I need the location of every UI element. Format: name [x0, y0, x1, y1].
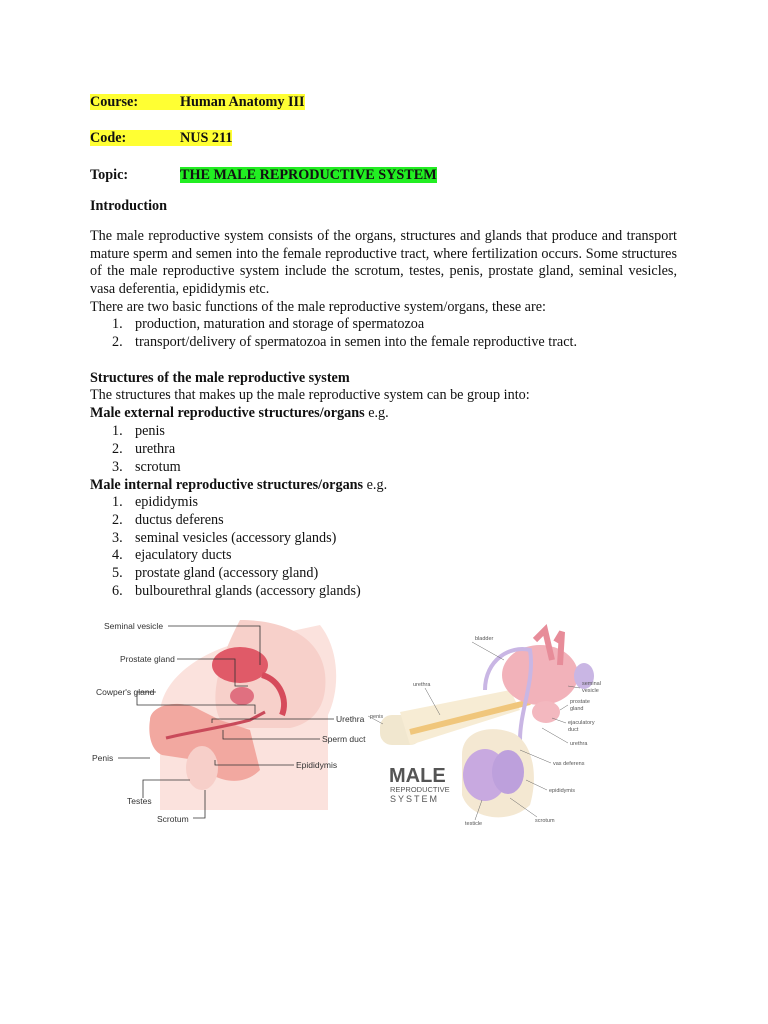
- label-ejaculatory-1: ejaculatory: [568, 720, 595, 726]
- list-item: 1. penis: [112, 423, 165, 439]
- label-ejaculatory-2: duct: [568, 727, 579, 733]
- label-scrotum: Scrotum: [157, 814, 189, 824]
- label-seminal-vesicle: Seminal vesicle: [104, 621, 164, 631]
- label-seminal-1: seminal: [582, 681, 601, 687]
- male-reproductive-illustration: [368, 630, 601, 825]
- structures-lead: The structures that makes up the male reproductive system can be group into:: [90, 387, 530, 403]
- code-value: NUS 211: [180, 130, 233, 146]
- anatomy-figures: [90, 620, 602, 825]
- intro-heading: Introduction: [90, 198, 167, 214]
- topic-row: [90, 167, 437, 184]
- label-epididymis: Epididymis: [296, 760, 338, 770]
- topic-value: THE MALE REPRODUCTIVE SYSTEM: [180, 167, 437, 183]
- internal-list: [90, 494, 361, 601]
- external-heading: Male external reproductive structures/organs: [90, 405, 365, 421]
- course-row: [90, 94, 305, 111]
- label-epididymis-right: epididymis: [549, 788, 575, 794]
- list-item: 4. ejaculatory ducts: [112, 547, 232, 564]
- list-item: 2. urethra: [112, 440, 176, 457]
- list-item: 1. production, maturation and storage of spermatozoa: [112, 316, 425, 332]
- title-system: SYSTEM: [390, 794, 440, 804]
- list-item: 3. seminal vesicles (accessory glands): [112, 529, 337, 546]
- label-penis: Penis: [92, 753, 114, 763]
- title-reproductive: REPRODUCTIVE: [390, 785, 450, 794]
- title-male: MALE: [389, 765, 446, 787]
- label-sperm-duct: Sperm duct: [322, 734, 366, 744]
- course-label: Course:: [90, 94, 139, 110]
- intro-paragraph: The male reproductive system consists of the organs, structures and glands that produce and transport mature sperm and semen into the female reproductive tract, where fertilization occurs. Some structures of the male reproductive system include the scrotum, testes, penis, prostate gland, seminal vesicles, vasa deferentia, epididymis etc.: [90, 228, 677, 297]
- course-value: Human Anatomy III: [180, 94, 305, 110]
- structures-heading: Structures of the male reproductive system: [90, 370, 350, 386]
- label-scrotum-right: scrotum: [535, 818, 555, 824]
- list-item: 6. bulbourethral glands (accessory glands): [112, 582, 361, 599]
- label-urethra: Urethra: [336, 714, 365, 724]
- label-vas-deferens: vas deferens: [553, 761, 585, 767]
- functions-lead: There are two basic functions of the male reproductive system/organs, these are:: [90, 299, 546, 315]
- label-bladder: bladder: [475, 636, 494, 642]
- label-penis-right: penis: [370, 714, 384, 720]
- list-item: 2. ductus deferens: [112, 511, 224, 528]
- list-item: 5. prostate gland (accessory gland): [112, 565, 319, 582]
- label-cowpers-gland: Cowper's gland: [96, 687, 155, 697]
- label-seminal-2: vesicle: [582, 688, 599, 694]
- label-prostate-1: prostate: [570, 699, 590, 705]
- code-row: [90, 130, 232, 147]
- label-prostate-gland: Prostate gland: [120, 654, 175, 664]
- topic-label: Topic:: [90, 167, 129, 183]
- code-label: Code:: [90, 130, 127, 146]
- list-item: 2. transport/delivery of spermatozoa in semen into the female reproductive tract.: [112, 333, 578, 350]
- external-heading-row: Male external reproductive structures/organs e.g.: [90, 405, 389, 421]
- list-item: 1. epididymis: [112, 494, 199, 510]
- anatomy-illustration: [90, 620, 602, 825]
- sagittal-diagram: [92, 620, 366, 824]
- functions-list: [90, 316, 577, 352]
- label-testes: Testes: [127, 796, 152, 806]
- label-urethra-right: urethra: [570, 741, 588, 747]
- list-item: 3. scrotum: [112, 458, 181, 475]
- internal-heading: Male internal reproductive structures/organs: [90, 477, 364, 493]
- label-prostate-2: gland: [570, 706, 584, 712]
- external-list: [90, 423, 181, 476]
- label-testicle: testicle: [465, 821, 483, 825]
- internal-heading-row: Male internal reproductive structures/organs e.g.: [90, 477, 388, 493]
- label-urethra-top: urethra: [413, 682, 431, 688]
